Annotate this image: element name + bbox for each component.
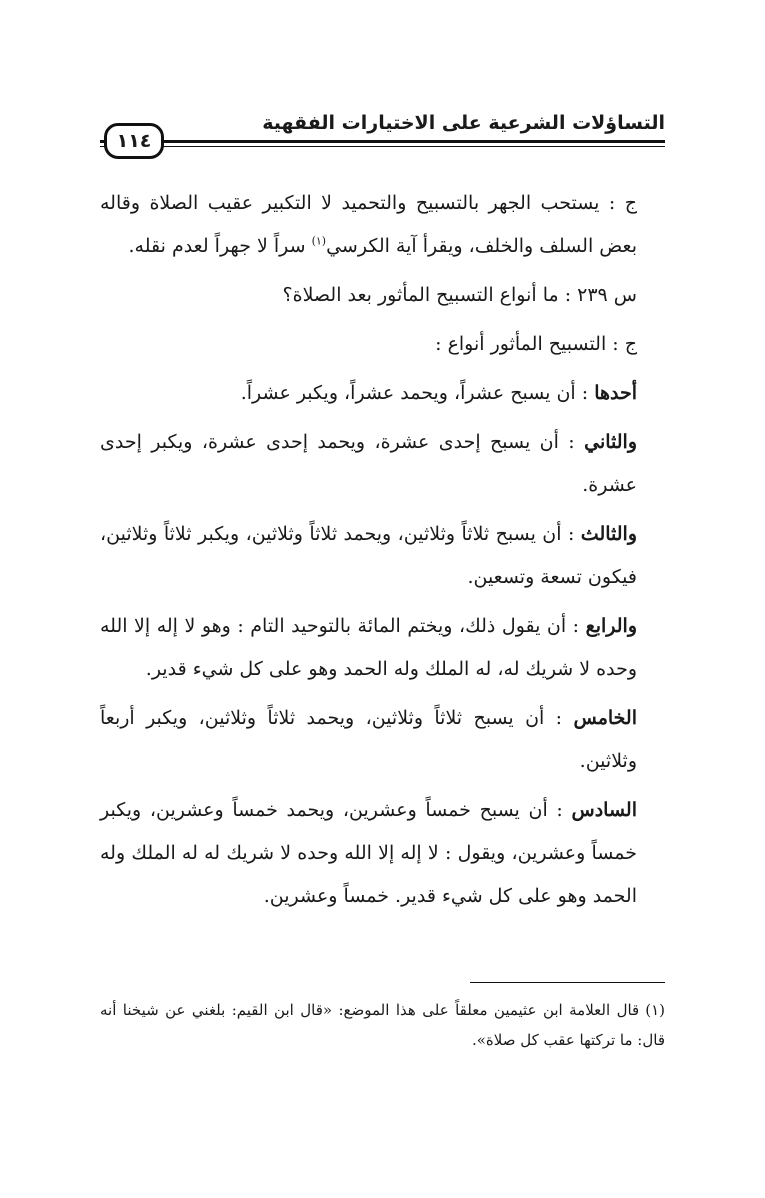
item-label: السادس [571,799,637,821]
list-item [100,697,665,783]
item-label: الخامس [573,707,637,729]
item-text: : أن يسبح ثلاثاً وثلاثين، ويحمد ثلاثاً وثلاثين، ويكبر أربعاً وثلاثين. [100,707,637,772]
footnote [100,995,665,1055]
list-item [100,605,665,691]
footnote-text: قال العلامة ابن عثيمين معلقاً على هذا الموضع: «قال ابن القيم: بلغني عن شيخنا أنه قال: ما تركتها عقب كل صلاة». [100,1001,665,1049]
book-title: التساؤلات الشرعية على الاختيارات الفقهية [262,112,665,134]
item-label: والثاني [584,431,637,453]
answer-paragraph [100,182,665,268]
item-text: : أن يسبح ثلاثاً وثلاثين، ويحمد ثلاثاً وثلاثين، ويكبر ثلاثاً وثلاثين، فيكون تسعة وتسعين. [100,523,637,588]
answer-text-end: سراً لا جهراً لعدم نقله. [128,235,312,257]
footnote-separator [470,982,665,983]
item-text: : أن يسبح عشراً، ويحمد عشراً، ويكبر عشراً. [240,382,595,404]
footnote-number: (١) [645,1001,665,1019]
item-text: : أن يسبح خمساً وعشرين، ويحمد خمساً وعشرين، ويكبر خمساً وعشرين، ويقول : لا إله إلا الله وحده لا شريك له له الملك وله الحمد وهو على كل شيء قدير. خمساً وعشرين. [100,799,637,907]
item-text: : أن يسبح إحدى عشرة، ويحمد إحدى عشرة، ويكبر إحدى عشرة. [100,431,637,496]
item-label: أحدها [594,382,637,404]
page-header [100,100,665,160]
list-item [100,372,665,415]
footnote-reference[interactable]: (١) [311,234,327,248]
page-number: ١١٤ [104,123,164,159]
list-item [100,421,665,507]
question-239: س ٢٣٩ : ما أنواع التسبيح المأثور بعد الصلاة؟ [282,284,637,306]
page-body [100,182,665,924]
item-label: والثالث [580,523,637,545]
answer-text: ج : يستحب الجهر بالتسبيح والتحميد لا التكبير عقيب الصلاة وقاله بعض السلف والخلف، ويقرأ آية الكرسي [100,192,637,257]
header-rule-thin [100,146,665,147]
list-item [100,789,665,918]
header-rule-thick [100,140,665,143]
item-label: والرابع [585,615,637,637]
item-text: : أن يقول ذلك، ويختم المائة بالتوحيد التام : وهو لا إله إلا الله وحده لا شريك له، له الملك وله الحمد وهو على كل شيء قدير. [100,615,637,680]
answer-intro: ج : التسبيح المأثور أنواع : [435,333,637,355]
list-item [100,513,665,599]
